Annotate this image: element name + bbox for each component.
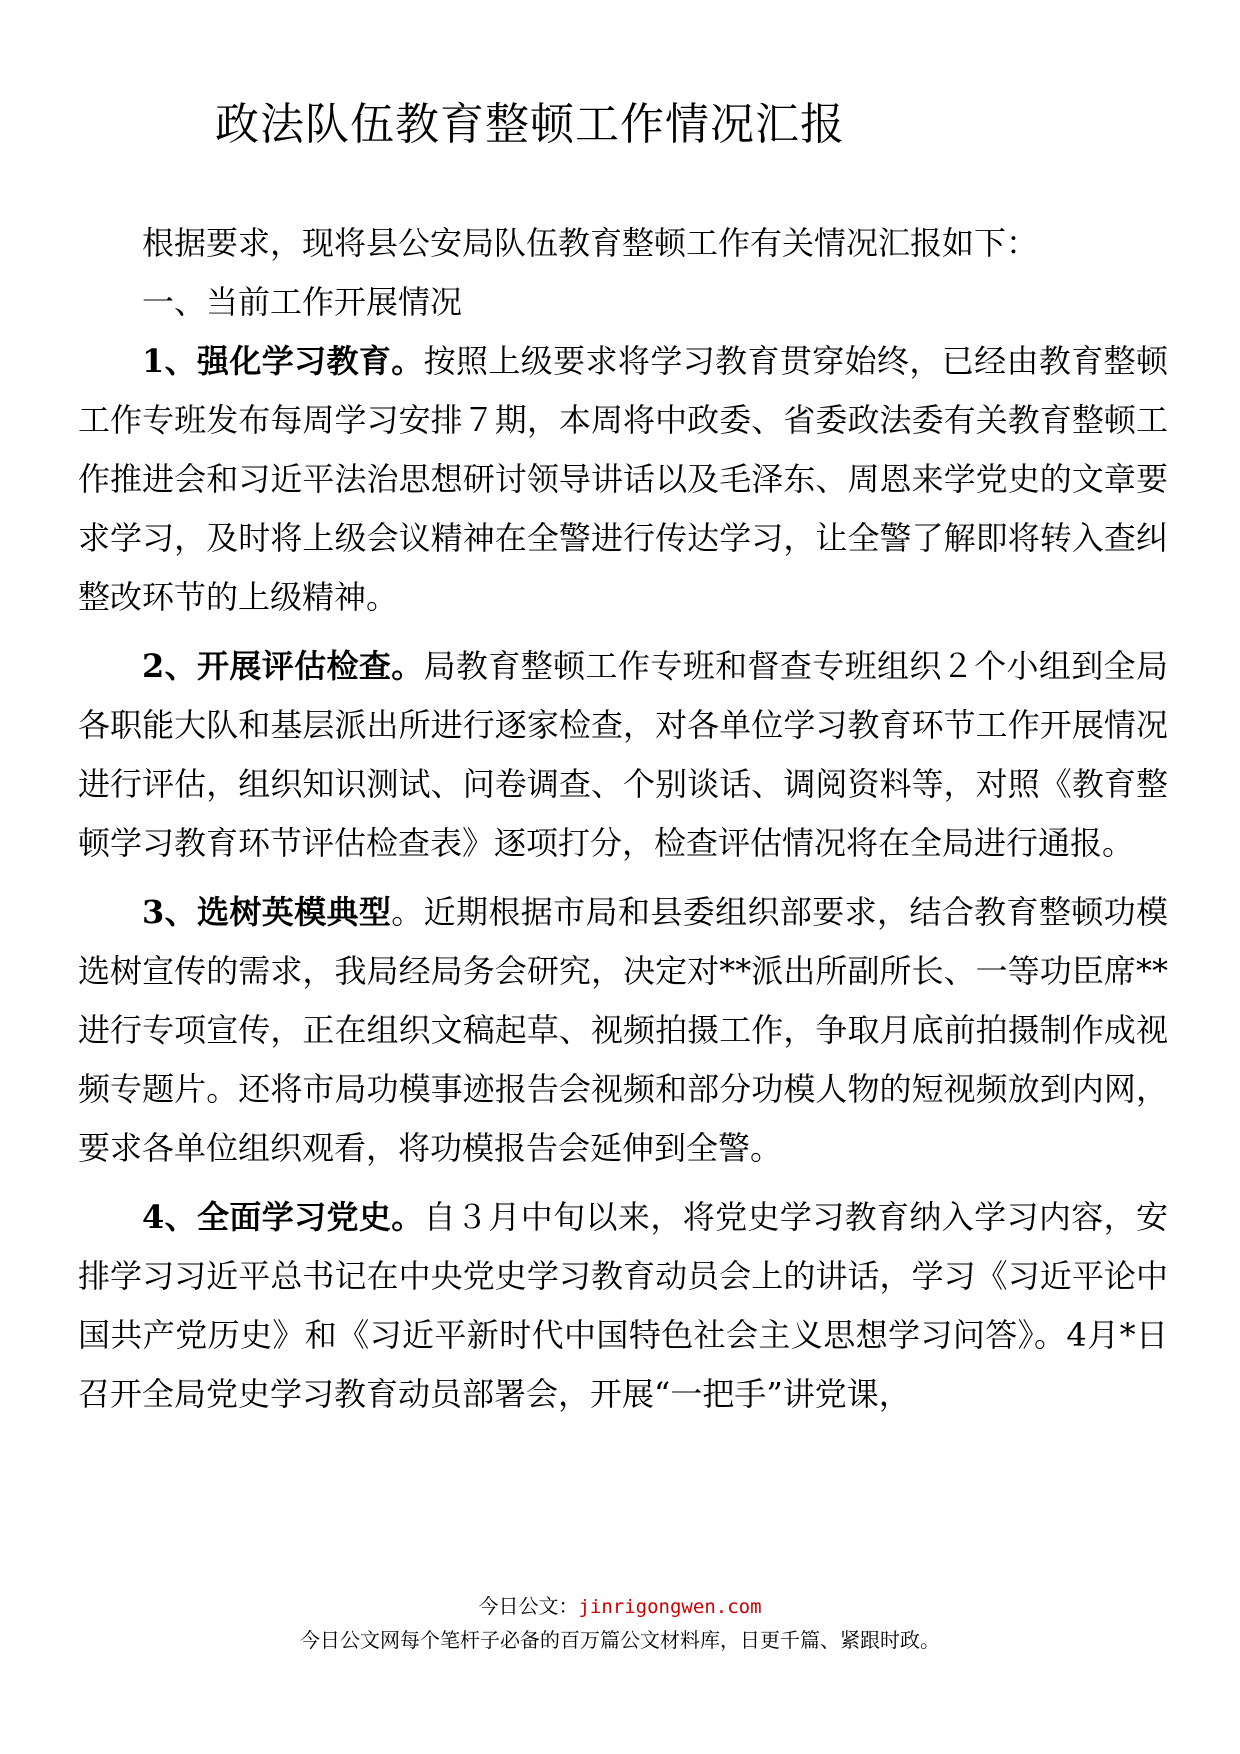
section-heading: 一、当前工作开展情况	[142, 283, 463, 321]
item-paragraph-1	[78, 332, 1168, 627]
item-heading-1: 1、强化学习教育。	[142, 342, 424, 380]
item-paragraph-2	[78, 637, 1168, 873]
intro-paragraph: 根据要求，现将县公安局队伍教育整顿工作有关情况汇报如下：	[142, 224, 1039, 262]
footer-label: 今日公文：	[478, 1594, 579, 1618]
footer-source	[0, 1592, 1240, 1621]
footer-slogan: 今日公文网每个笔杆子必备的百万篇公文材料库，日更千篇、紧跟时政。	[300, 1628, 940, 1652]
item-body-1: 按照上级要求将学习教育贯穿始终，已经由教育整顿工作专班发布每周学习安排７期，本周将中政委、省委政法委有关教育整顿工作推进会和习近平法治思想研讨领导讲话以及毛泽东、周恩来学党史的文章要求学习，及时将上级会议精神在全警进行传达学习，让全警了解即将转入查纠整改环节的上级精神。	[78, 342, 1168, 616]
item-heading-2: 2、开展评估检查。	[142, 647, 424, 685]
item-body-2: 局教育整顿工作专班和督查专班组织２个小组到全局各职能大队和基层派出所进行逐家检查，对各单位学习教育环节工作开展情况进行评估，组织知识测试、问卷调查、个别谈话、调阅资料等，对照《教育整顿学习教育环节评估检查表》逐项打分，检查评估情况将在全局进行通报。	[78, 647, 1168, 862]
page-title: 政法队伍教育整顿工作情况汇报	[215, 99, 845, 150]
item-body-4: 自３月中旬以来，将党史学习教育纳入学习内容，安排学习习近平总书记在中央党史学习教育动员会上的讲话，学习《习近平论中国共产党历史》和《习近平新时代中国特色社会主义思想学习问答》。4月*日召开全局党史学习教育动员部署会，开展“一把手”讲党课，	[78, 1198, 1168, 1413]
item-body-3: 。近期根据市局和县委组织部要求，结合教育整顿功模选树宣传的需求，我局经局务会研究，决定对**派出所副所长、一等功臣席**进行专项宣传，正在组织文稿起草、视频拍摄工作，争取月底前拍摄制作成视频专题片。还将市局功模事迹报告会视频和部分功模人物的短视频放到内网，要求各单位组织观看，将功模报告会延伸到全警。	[78, 893, 1168, 1167]
item-paragraph-4	[78, 1188, 1168, 1424]
footer-site-link[interactable]: jinrigongwen.com	[578, 1596, 762, 1618]
item-heading-3: 3、选树英模典型	[142, 893, 392, 931]
item-paragraph-3	[78, 883, 1168, 1178]
document-body	[78, 214, 1168, 1424]
item-heading-4: 4、全面学习党史。	[142, 1198, 424, 1236]
